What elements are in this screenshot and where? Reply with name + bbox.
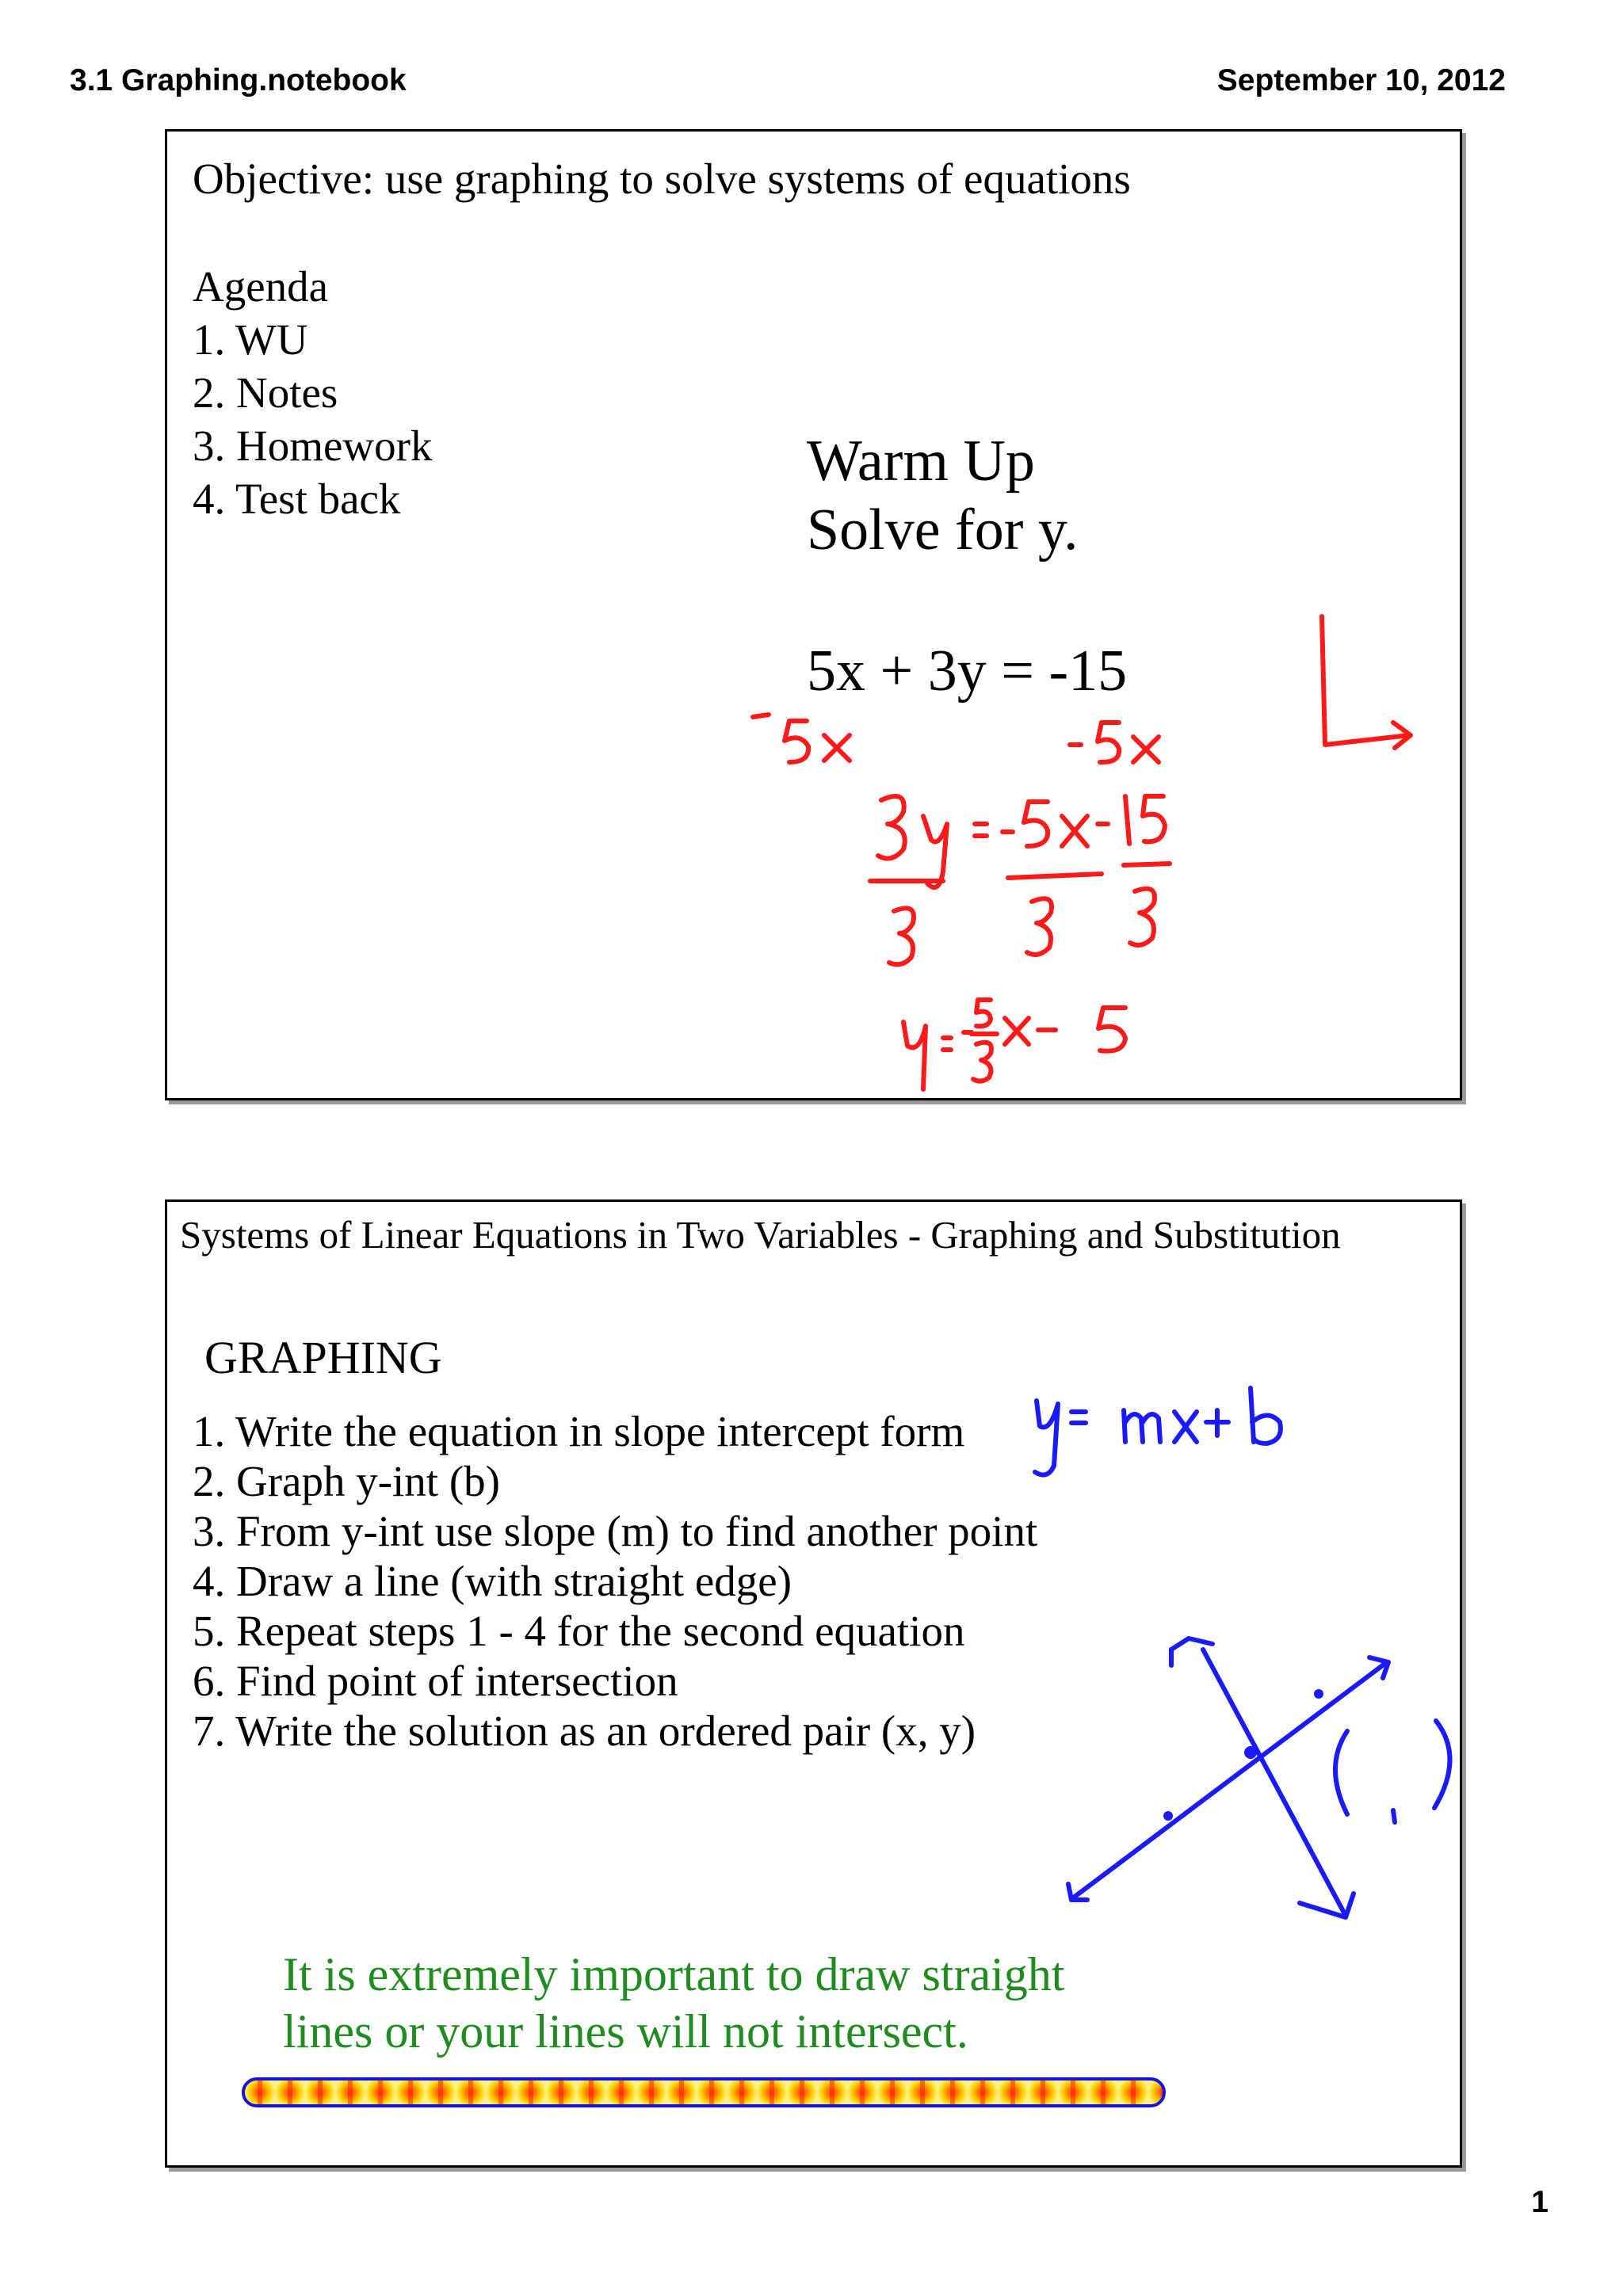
- step-item: 5. Repeat steps 1 - 4 for the second equation: [193, 1607, 965, 1655]
- agenda-item: 2. Notes: [193, 368, 338, 417]
- step-item: 1. Write the equation in slope intercept form: [193, 1407, 965, 1455]
- slide-title: Systems of Linear Equations in Two Variables - Graphing and Substitution: [180, 1213, 1341, 1257]
- decorative-divider-bar: [242, 2077, 1166, 2107]
- objective-text: Objective: use graphing to solve systems of equations: [193, 154, 1131, 203]
- agenda-item: 1. WU: [193, 315, 308, 364]
- agenda-item: 3. Homework: [193, 421, 433, 470]
- step-item: 4. Draw a line (with straight edge): [193, 1557, 792, 1605]
- slide-warm-up: [165, 129, 1462, 1100]
- warm-up-title: Warm Up: [807, 429, 1035, 494]
- agenda-title: Agenda: [193, 262, 329, 311]
- notebook-title: 3.1 Graphing.notebook: [70, 63, 407, 97]
- section-heading: GRAPHING: [204, 1332, 442, 1383]
- important-note-line-1: It is extremely important to draw straight: [283, 1948, 1065, 2000]
- step-item: 2. Graph y-int (b): [193, 1457, 500, 1505]
- page-date: September 10, 2012: [1216, 63, 1506, 97]
- step-item: 7. Write the solution as an ordered pair (x, y): [193, 1707, 976, 1755]
- important-note-line-2: lines or your lines will not intersect.: [283, 2005, 968, 2058]
- step-item: 6. Find point of intersection: [193, 1657, 678, 1705]
- page-number: 1: [1531, 2185, 1549, 2219]
- warm-up-instruction: Solve for y.: [807, 498, 1079, 563]
- warm-up-equation: 5x + 3y = -15: [807, 639, 1128, 704]
- step-item: 3. From y-int use slope (m) to find another point: [193, 1507, 1038, 1555]
- agenda-item: 4. Test back: [193, 475, 401, 523]
